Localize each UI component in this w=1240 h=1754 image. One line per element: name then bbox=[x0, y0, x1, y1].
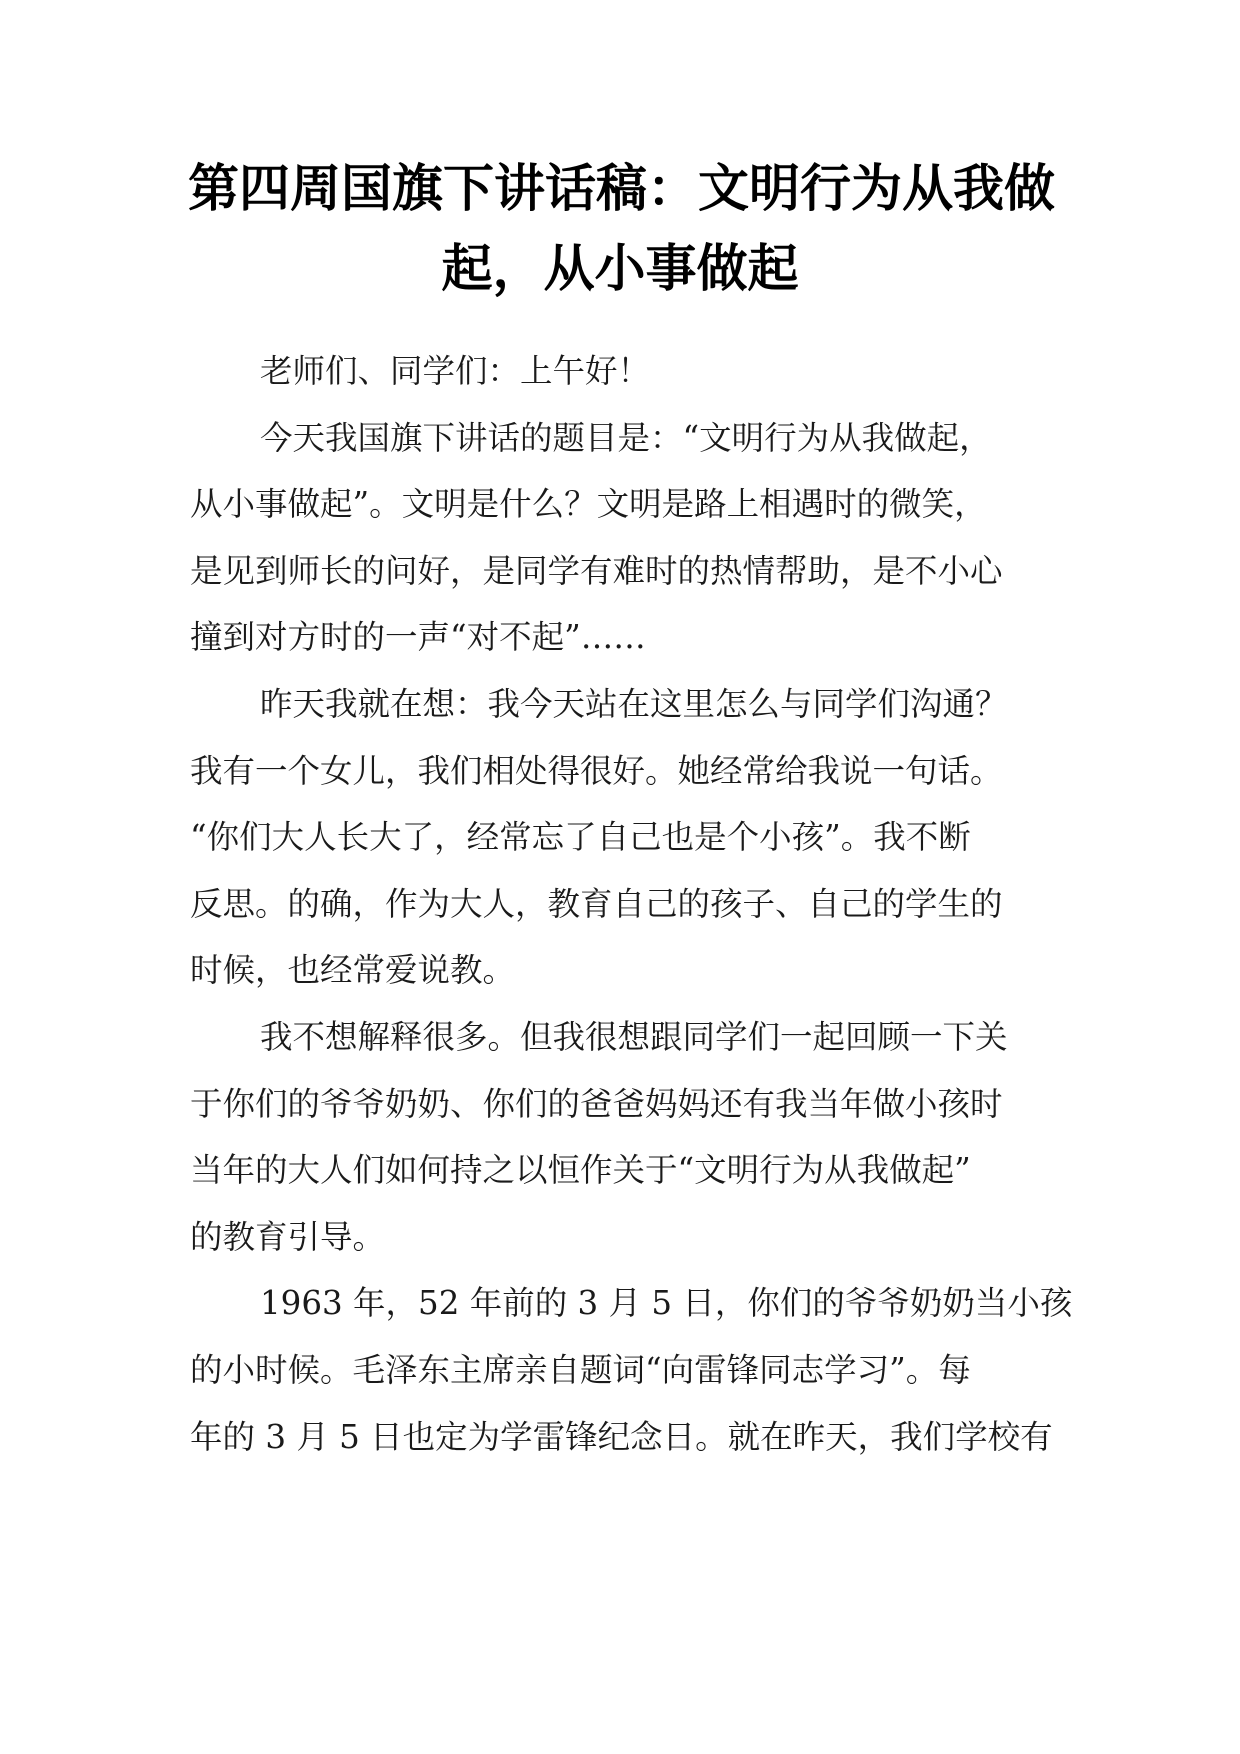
speech-body bbox=[190, 338, 1073, 1470]
text-line: 年的 3 月 5 日也定为学雷锋纪念日。就在昨天，我们学校有 bbox=[190, 1417, 1053, 1456]
paragraph-reflection bbox=[190, 671, 1060, 1004]
text-line: 反思。的确，作为大人，教育自己的孩子、自己的学生的 bbox=[190, 884, 1003, 923]
text-line: 时候，也经常爱说教。 bbox=[190, 951, 516, 990]
paragraph-history bbox=[190, 1270, 1073, 1470]
text-line: 的教育引导。 bbox=[190, 1217, 386, 1256]
text-line: 于你们的爷爷奶奶、你们的爸爸妈妈还有我当年做小孩时 bbox=[190, 1084, 1003, 1123]
text-line: 我不想解释很多。但我很想跟同学们一起回顾一下关 bbox=[260, 1017, 1008, 1056]
text-line: 是见到师长的问好，是同学有难时的热情帮助，是不小心 bbox=[190, 551, 1003, 590]
text-line: 我有一个女儿，我们相处得很好。她经常给我说一句话。 bbox=[190, 751, 1003, 790]
text-line: 1963 年，52 年前的 3 月 5 日，你们的爷爷奶奶当小孩 bbox=[260, 1284, 1073, 1323]
text-line: 昨天我就在想：我今天站在这里怎么与同学们沟通？ bbox=[260, 684, 1008, 723]
paragraph-topic bbox=[190, 405, 1060, 671]
title-line-1: 第四周国旗下讲话稿：文明行为从我做 bbox=[188, 160, 1056, 219]
page-title bbox=[188, 150, 1056, 310]
text-line: 从小事做起”。文明是什么？文明是路上相遇时的微笑， bbox=[190, 485, 987, 524]
text-line: 撞到对方时的一声“对不起”…… bbox=[190, 618, 646, 657]
text-line: 当年的大人们如何持之以恒作关于“文明行为从我做起” bbox=[190, 1151, 971, 1190]
paragraph-review bbox=[190, 1004, 1060, 1270]
title-line-2: 起，从小事做起 bbox=[441, 240, 799, 299]
text-line: 老师们、同学们：上午好！ bbox=[260, 352, 651, 390]
text-line: “你们大人长大了，经常忘了自己也是个小孩”。我不断 bbox=[190, 818, 971, 857]
text-line: 今天我国旗下讲话的题目是：“文明行为从我做起， bbox=[260, 418, 992, 457]
paragraph-greeting bbox=[190, 338, 1060, 405]
text-line: 的小时候。毛泽东主席亲自题词“向雷锋同志学习”。每 bbox=[190, 1350, 971, 1389]
